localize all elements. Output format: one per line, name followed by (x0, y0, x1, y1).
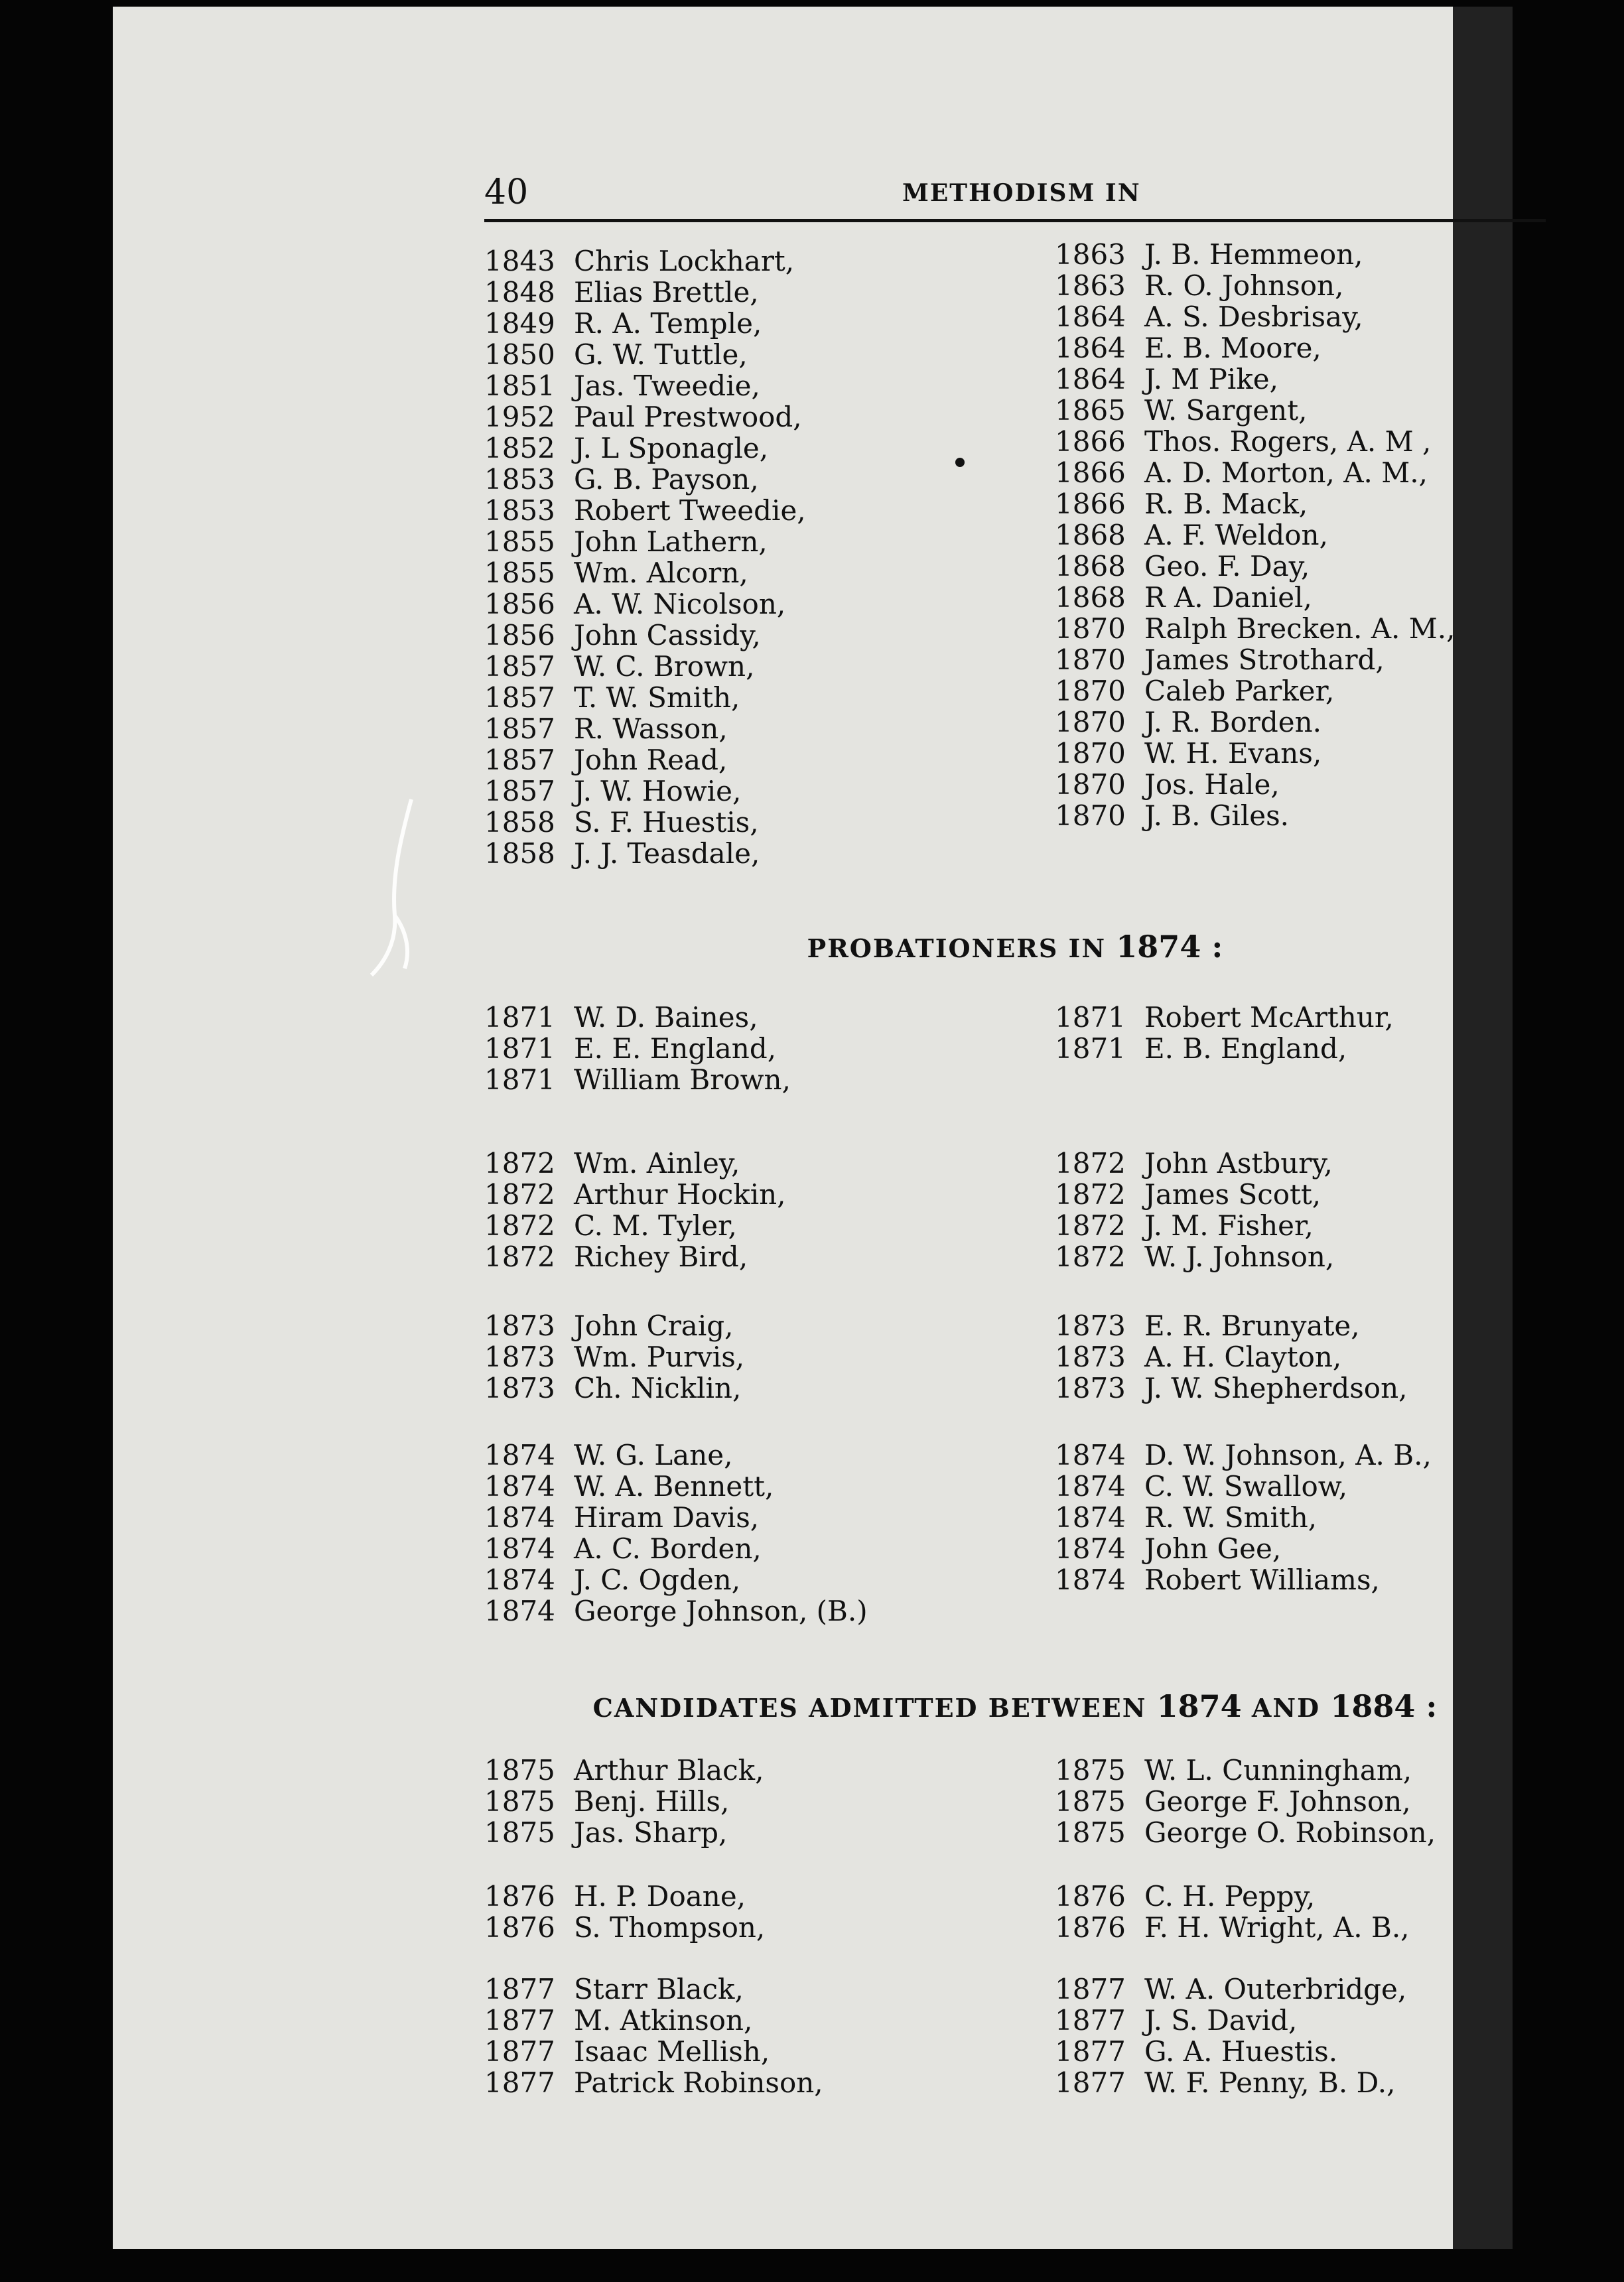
entry-name: Thos. Rogers, A. M , (1144, 425, 1432, 458)
list-item (1055, 2036, 1572, 2067)
list-item (484, 1471, 1002, 1502)
entry-name: S. Thompson, (574, 1911, 766, 1944)
entry-name: W. A. Outerbridge, (1144, 1973, 1407, 2005)
entry-name: Wm. Ainley, (574, 1147, 740, 1179)
list-item (1055, 582, 1572, 613)
list-item (484, 433, 1002, 464)
list-item (484, 370, 1002, 401)
entry-name: John Gee, (1144, 1532, 1282, 1565)
list-item (484, 1241, 1002, 1272)
entry-year: 1866 (1055, 425, 1126, 458)
list-item (1055, 1564, 1572, 1595)
entry-name: Chris Lockhart, (574, 245, 795, 277)
entry-name: William Brown, (574, 1063, 791, 1096)
entry-name: W. G. Lane, (574, 1439, 733, 1471)
entry-name: W. F. Penny, B. D., (1144, 2066, 1396, 2099)
entry-year: 1858 (484, 806, 555, 839)
list-item (484, 2067, 1002, 2098)
entry-year: 1877 (1055, 1973, 1126, 2005)
entry-year: 1873 (484, 1341, 555, 1373)
entry-year: 1848 (484, 276, 555, 308)
entry-name: A. F. Weldon, (1144, 519, 1328, 551)
entry-name: R A. Daniel, (1144, 581, 1312, 614)
entry-name: Robert Tweedie, (574, 494, 806, 527)
entry-year: 1875 (1055, 1754, 1126, 1786)
list-item (484, 838, 1002, 869)
list-item (1055, 1755, 1572, 1786)
list-item (1055, 301, 1572, 332)
entry-name: J. R. Borden. (1144, 706, 1321, 738)
entry-name: W. Sargent, (1144, 394, 1308, 427)
list-item (484, 401, 1002, 433)
list-item (484, 1881, 1002, 1912)
page-header (484, 166, 1546, 222)
entry-name: Wm. Alcorn, (574, 557, 748, 589)
entry-name: A. H. Clayton, (1144, 1341, 1342, 1373)
probationers-heading-year: 1874 : (1116, 929, 1223, 965)
list-item (484, 1786, 1002, 1817)
entry-year: 1857 (484, 775, 555, 807)
page-number: 40 (484, 172, 529, 212)
entry-year: 1875 (484, 1754, 555, 1786)
entry-year: 1868 (1055, 519, 1126, 551)
entry-name: E. R. Brunyate, (1144, 1309, 1360, 1342)
entry-year: 1874 (1055, 1532, 1126, 1565)
year-group-left-column (484, 1440, 1002, 1627)
candidates-heading-year-start: 1874 (1156, 1688, 1242, 1724)
entry-name: George O. Robinson, (1144, 1816, 1436, 1849)
entry-year: 1852 (484, 432, 555, 464)
entry-name: James Strothard, (1144, 643, 1385, 676)
list-item (1055, 2005, 1572, 2036)
entry-year: 1864 (1055, 301, 1126, 333)
list-item (1055, 1373, 1572, 1404)
list-item (484, 495, 1002, 526)
entry-year: 1874 (484, 1532, 555, 1565)
entry-name: E. E. England, (574, 1032, 777, 1065)
entry-year: 1856 (484, 619, 555, 651)
running-title: METHODISM IN (902, 179, 1141, 207)
entry-year: 1872 (1055, 1241, 1126, 1273)
list-item (1055, 1002, 1572, 1033)
year-group-right-column (1055, 1310, 1572, 1404)
list-item (484, 1564, 1002, 1595)
entry-name: J. L Sponagle, (574, 432, 769, 464)
entry-name: W. A. Bennett, (574, 1470, 774, 1503)
entry-year: 1874 (1055, 1501, 1126, 1534)
entry-name: R. O. Johnson, (1144, 269, 1344, 302)
entry-name: G. A. Huestis. (1144, 2035, 1338, 2068)
entry-year: 1876 (484, 1911, 555, 1944)
list-item (1055, 613, 1572, 644)
entry-year: 1870 (1055, 799, 1126, 832)
entry-name: Isaac Mellish, (574, 2035, 770, 2068)
candidates-heading-text: CANDIDATES ADMITTED BETWEEN (592, 1693, 1147, 1723)
list-item (484, 1033, 1002, 1064)
entry-name: Benj. Hills, (574, 1785, 730, 1818)
entry-year: 1849 (484, 307, 555, 340)
list-item (484, 1502, 1002, 1533)
entry-year: 1874 (484, 1501, 555, 1534)
entry-year: 1855 (484, 557, 555, 589)
candidates-heading (484, 1688, 1546, 1724)
list-item (1055, 1148, 1572, 1179)
list-item (1055, 1341, 1572, 1373)
list-item (1055, 270, 1572, 301)
entry-year: 1872 (484, 1241, 555, 1273)
year-group-right-column (1055, 1148, 1572, 1272)
year-group-left-column (484, 1881, 1002, 1943)
list-item (484, 1533, 1002, 1564)
list-item (1055, 1786, 1572, 1817)
year-group-right-column (1055, 1755, 1572, 1848)
entry-name: R. Wasson, (574, 712, 728, 745)
entry-year: 1875 (1055, 1816, 1126, 1849)
list-item (1055, 1179, 1572, 1210)
entry-year: 1870 (1055, 737, 1126, 770)
list-item (484, 2005, 1002, 2036)
entry-name: Ralph Brecken. A. M., (1144, 612, 1455, 645)
ministers-list (484, 238, 1546, 876)
list-item (1055, 800, 1572, 831)
year-group-right-column (1055, 1002, 1572, 1064)
entry-name: S. F. Huestis, (574, 806, 759, 839)
entry-name: W. L. Cunningham, (1144, 1754, 1412, 1786)
list-item (1055, 426, 1572, 457)
list-item (1055, 1033, 1572, 1064)
entry-year: 1875 (1055, 1785, 1126, 1818)
list-item (1055, 769, 1572, 800)
book-page (113, 7, 1513, 2249)
list-item (484, 713, 1002, 744)
entry-year: 1874 (484, 1595, 555, 1627)
list-item (1055, 332, 1572, 364)
entry-name: W. C. Brown, (574, 650, 755, 683)
entry-year: 1857 (484, 712, 555, 745)
list-item (1055, 1210, 1572, 1241)
entry-year: 1870 (1055, 675, 1126, 707)
entry-name: Wm. Purvis, (574, 1341, 745, 1373)
year-group-left-column (484, 1002, 1002, 1095)
list-item (1055, 644, 1572, 675)
entry-name: Robert McArthur, (1144, 1001, 1394, 1034)
list-item (484, 1595, 1002, 1627)
entry-year: 1864 (1055, 363, 1126, 395)
entry-name: C. H. Peppy, (1144, 1880, 1316, 1913)
entry-year: 1868 (1055, 581, 1126, 614)
list-item (484, 526, 1002, 557)
entry-name: J. M Pike, (1144, 363, 1278, 395)
entry-year: 1872 (1055, 1178, 1126, 1211)
list-item (1055, 738, 1572, 769)
entry-name: Robert Williams, (1144, 1564, 1380, 1596)
entry-year: 1873 (484, 1309, 555, 1342)
list-item (484, 1064, 1002, 1095)
entry-name: J. C. Ogden, (574, 1564, 741, 1596)
ministers-right-column (1055, 239, 1572, 831)
entry-name: D. W. Johnson, A. B., (1144, 1439, 1432, 1471)
entry-year: 1872 (1055, 1209, 1126, 1242)
entry-year: 1877 (484, 2035, 555, 2068)
year-group-right-column (1055, 1974, 1572, 2098)
list-item (484, 1341, 1002, 1373)
entry-name: Caleb Parker, (1144, 675, 1335, 707)
entry-name: Jas. Sharp, (574, 1816, 728, 1849)
year-group-left-column (484, 1974, 1002, 2098)
entry-name: James Scott, (1144, 1178, 1321, 1211)
entry-year: 1870 (1055, 768, 1126, 801)
entry-year: 1864 (1055, 332, 1126, 364)
entry-year: 1876 (1055, 1880, 1126, 1913)
list-item (484, 1817, 1002, 1848)
entry-name: Jos. Hale, (1144, 768, 1280, 801)
entry-name: Arthur Black, (574, 1754, 764, 1786)
entry-year: 1873 (1055, 1341, 1126, 1373)
list-item (484, 807, 1002, 838)
entry-year: 1872 (484, 1178, 555, 1211)
entry-name: T. W. Smith, (574, 681, 740, 714)
list-item (484, 1310, 1002, 1341)
list-item (484, 1912, 1002, 1943)
list-item (484, 1210, 1002, 1241)
entry-year: 1851 (484, 369, 555, 402)
entry-name: John Astbury, (1144, 1147, 1333, 1179)
entry-name: Elias Brettle, (574, 276, 759, 308)
entry-year: 1874 (484, 1439, 555, 1471)
list-item (1055, 1881, 1572, 1912)
entry-year: 1875 (484, 1816, 555, 1849)
entry-name: George Johnson, (B.) (574, 1595, 868, 1627)
entry-year: 1856 (484, 588, 555, 620)
list-item (1055, 1310, 1572, 1341)
entry-year: 1863 (1055, 269, 1126, 302)
entry-name: J. B. Hemmeon, (1144, 238, 1363, 271)
list-item (484, 1002, 1002, 1033)
entry-name: J. S. David, (1144, 2004, 1298, 2037)
entry-name: J. J. Teasdale, (574, 837, 760, 870)
entry-name: Arthur Hockin, (574, 1178, 786, 1211)
list-item (1055, 364, 1572, 395)
list-item (484, 1974, 1002, 2005)
entry-name: A. C. Borden, (574, 1532, 762, 1565)
entry-name: Paul Prestwood, (574, 401, 802, 433)
entry-name: R. B. Mack, (1144, 488, 1308, 520)
year-group-right-column (1055, 1881, 1572, 1943)
entry-year: 1871 (484, 1032, 555, 1065)
list-item (1055, 1912, 1572, 1943)
entry-year: 1952 (484, 401, 555, 433)
year-group-left-column (484, 1148, 1002, 1272)
entry-year: 1873 (484, 1372, 555, 1404)
entry-name: J. M. Fisher, (1144, 1209, 1314, 1242)
entry-year: 1874 (1055, 1439, 1126, 1471)
ministers-left-column (484, 245, 1002, 869)
entry-year: 1868 (1055, 550, 1126, 582)
list-item (1055, 239, 1572, 270)
entry-name: F. H. Wright, A. B., (1144, 1911, 1410, 1944)
entry-year: 1843 (484, 245, 555, 277)
entry-year: 1855 (484, 525, 555, 558)
entry-name: R. A. Temple, (574, 307, 762, 340)
entry-name: J. B. Giles. (1144, 799, 1290, 832)
entry-year: 1857 (484, 681, 555, 714)
entry-year: 1870 (1055, 612, 1126, 645)
entry-name: John Cassidy, (574, 619, 761, 651)
entry-name: E. B. England, (1144, 1032, 1347, 1065)
list-item (1055, 1974, 1572, 2005)
entry-year: 1871 (484, 1001, 555, 1034)
entry-year: 1874 (1055, 1564, 1126, 1596)
entry-name: M. Atkinson, (574, 2004, 753, 2037)
entry-name: H. P. Doane, (574, 1880, 746, 1913)
list-item (484, 682, 1002, 713)
entry-name: G. B. Payson, (574, 463, 759, 496)
list-item (1055, 1471, 1572, 1502)
entry-year: 1865 (1055, 394, 1126, 427)
entry-year: 1877 (1055, 2066, 1126, 2099)
list-item (484, 1755, 1002, 1786)
list-item (1055, 2067, 1572, 2098)
year-group-right-column (1055, 1440, 1572, 1595)
list-item (1055, 1533, 1572, 1564)
entry-name: C. M. Tyler, (574, 1209, 737, 1242)
list-item (484, 308, 1002, 339)
entry-year: 1877 (1055, 2035, 1126, 2068)
year-group-left-column (484, 1755, 1002, 1848)
list-item (484, 588, 1002, 620)
entry-name: J. W. Shepherdson, (1144, 1372, 1408, 1404)
entry-year: 1853 (484, 494, 555, 527)
entry-year: 1877 (484, 2004, 555, 2037)
entry-name: W. H. Evans, (1144, 737, 1322, 770)
candidates-heading-year-end: 1884 : (1330, 1688, 1438, 1724)
entry-year: 1875 (484, 1785, 555, 1818)
entry-year: 1877 (484, 2066, 555, 2099)
entry-year: 1870 (1055, 643, 1126, 676)
entry-year: 1871 (1055, 1032, 1126, 1065)
entry-name: W. J. Johnson, (1144, 1241, 1335, 1273)
list-item (484, 775, 1002, 807)
entry-name: Richey Bird, (574, 1241, 748, 1273)
list-item (484, 1440, 1002, 1471)
entry-name: Geo. F. Day, (1144, 550, 1310, 582)
entry-year: 1870 (1055, 706, 1126, 738)
entry-name: Ch. Nicklin, (574, 1372, 742, 1404)
entry-year: 1857 (484, 744, 555, 776)
entry-year: 1873 (1055, 1372, 1126, 1404)
list-item (1055, 675, 1572, 706)
list-item (1055, 457, 1572, 488)
entry-year: 1874 (484, 1564, 555, 1596)
probationers-heading-text: PROBATIONERS IN (807, 933, 1107, 963)
list-item (1055, 551, 1572, 582)
list-item (484, 651, 1002, 682)
entry-year: 1866 (1055, 456, 1126, 489)
list-item (1055, 1502, 1572, 1533)
entry-name: A. S. Desbrisay, (1144, 301, 1363, 333)
entry-name: John Read, (574, 744, 728, 776)
list-item (484, 464, 1002, 495)
entry-year: 1871 (484, 1063, 555, 1096)
list-item (1055, 1817, 1572, 1848)
year-group-left-column (484, 1310, 1002, 1404)
list-item (484, 277, 1002, 308)
list-item (484, 1373, 1002, 1404)
candidates-heading-and: AND (1251, 1693, 1321, 1723)
entry-year: 1853 (484, 463, 555, 496)
entry-year: 1876 (484, 1880, 555, 1913)
entry-year: 1873 (1055, 1309, 1126, 1342)
list-item (484, 245, 1002, 277)
pencil-mark (365, 796, 418, 982)
entry-name: Starr Black, (574, 1973, 744, 2005)
entry-name: George F. Johnson, (1144, 1785, 1411, 1818)
entry-name: J. W. Howie, (574, 775, 742, 807)
entry-year: 1872 (484, 1147, 555, 1179)
list-item (1055, 706, 1572, 738)
entry-year: 1872 (484, 1209, 555, 1242)
list-item (484, 557, 1002, 588)
entry-year: 1874 (1055, 1470, 1126, 1503)
entry-year: 1872 (1055, 1147, 1126, 1179)
entry-year: 1876 (1055, 1911, 1126, 1944)
entry-year: 1866 (1055, 488, 1126, 520)
entry-name: Patrick Robinson, (574, 2066, 823, 2099)
entry-name: John Craig, (574, 1309, 734, 1342)
entry-year: 1863 (1055, 238, 1126, 271)
list-item (1055, 395, 1572, 426)
list-item (484, 744, 1002, 775)
entry-year: 1877 (484, 1973, 555, 2005)
entry-year: 1877 (1055, 2004, 1126, 2037)
entry-name: W. D. Baines, (574, 1001, 758, 1034)
entry-year: 1858 (484, 837, 555, 870)
entry-name: A. D. Morton, A. M., (1144, 456, 1428, 489)
list-item (484, 339, 1002, 370)
list-item (1055, 1241, 1572, 1272)
list-item (1055, 1440, 1572, 1471)
entry-name: G. W. Tuttle, (574, 338, 748, 371)
entry-year: 1871 (1055, 1001, 1126, 1034)
list-item (484, 2036, 1002, 2067)
list-item (484, 1148, 1002, 1179)
entry-name: Jas. Tweedie, (574, 369, 760, 402)
entry-year: 1874 (484, 1470, 555, 1503)
entry-name: A. W. Nicolson, (574, 588, 786, 620)
entry-name: C. W. Swallow, (1144, 1470, 1348, 1503)
entry-year: 1850 (484, 338, 555, 371)
entry-name: R. W. Smith, (1144, 1501, 1318, 1534)
list-item (484, 620, 1002, 651)
entry-name: Hiram Davis, (574, 1501, 760, 1534)
probationers-heading (484, 929, 1546, 965)
entry-name: John Lathern, (574, 525, 768, 558)
list-item (484, 1179, 1002, 1210)
list-item (1055, 488, 1572, 519)
entry-year: 1857 (484, 650, 555, 683)
entry-name: E. B. Moore, (1144, 332, 1321, 364)
list-item (1055, 519, 1572, 551)
